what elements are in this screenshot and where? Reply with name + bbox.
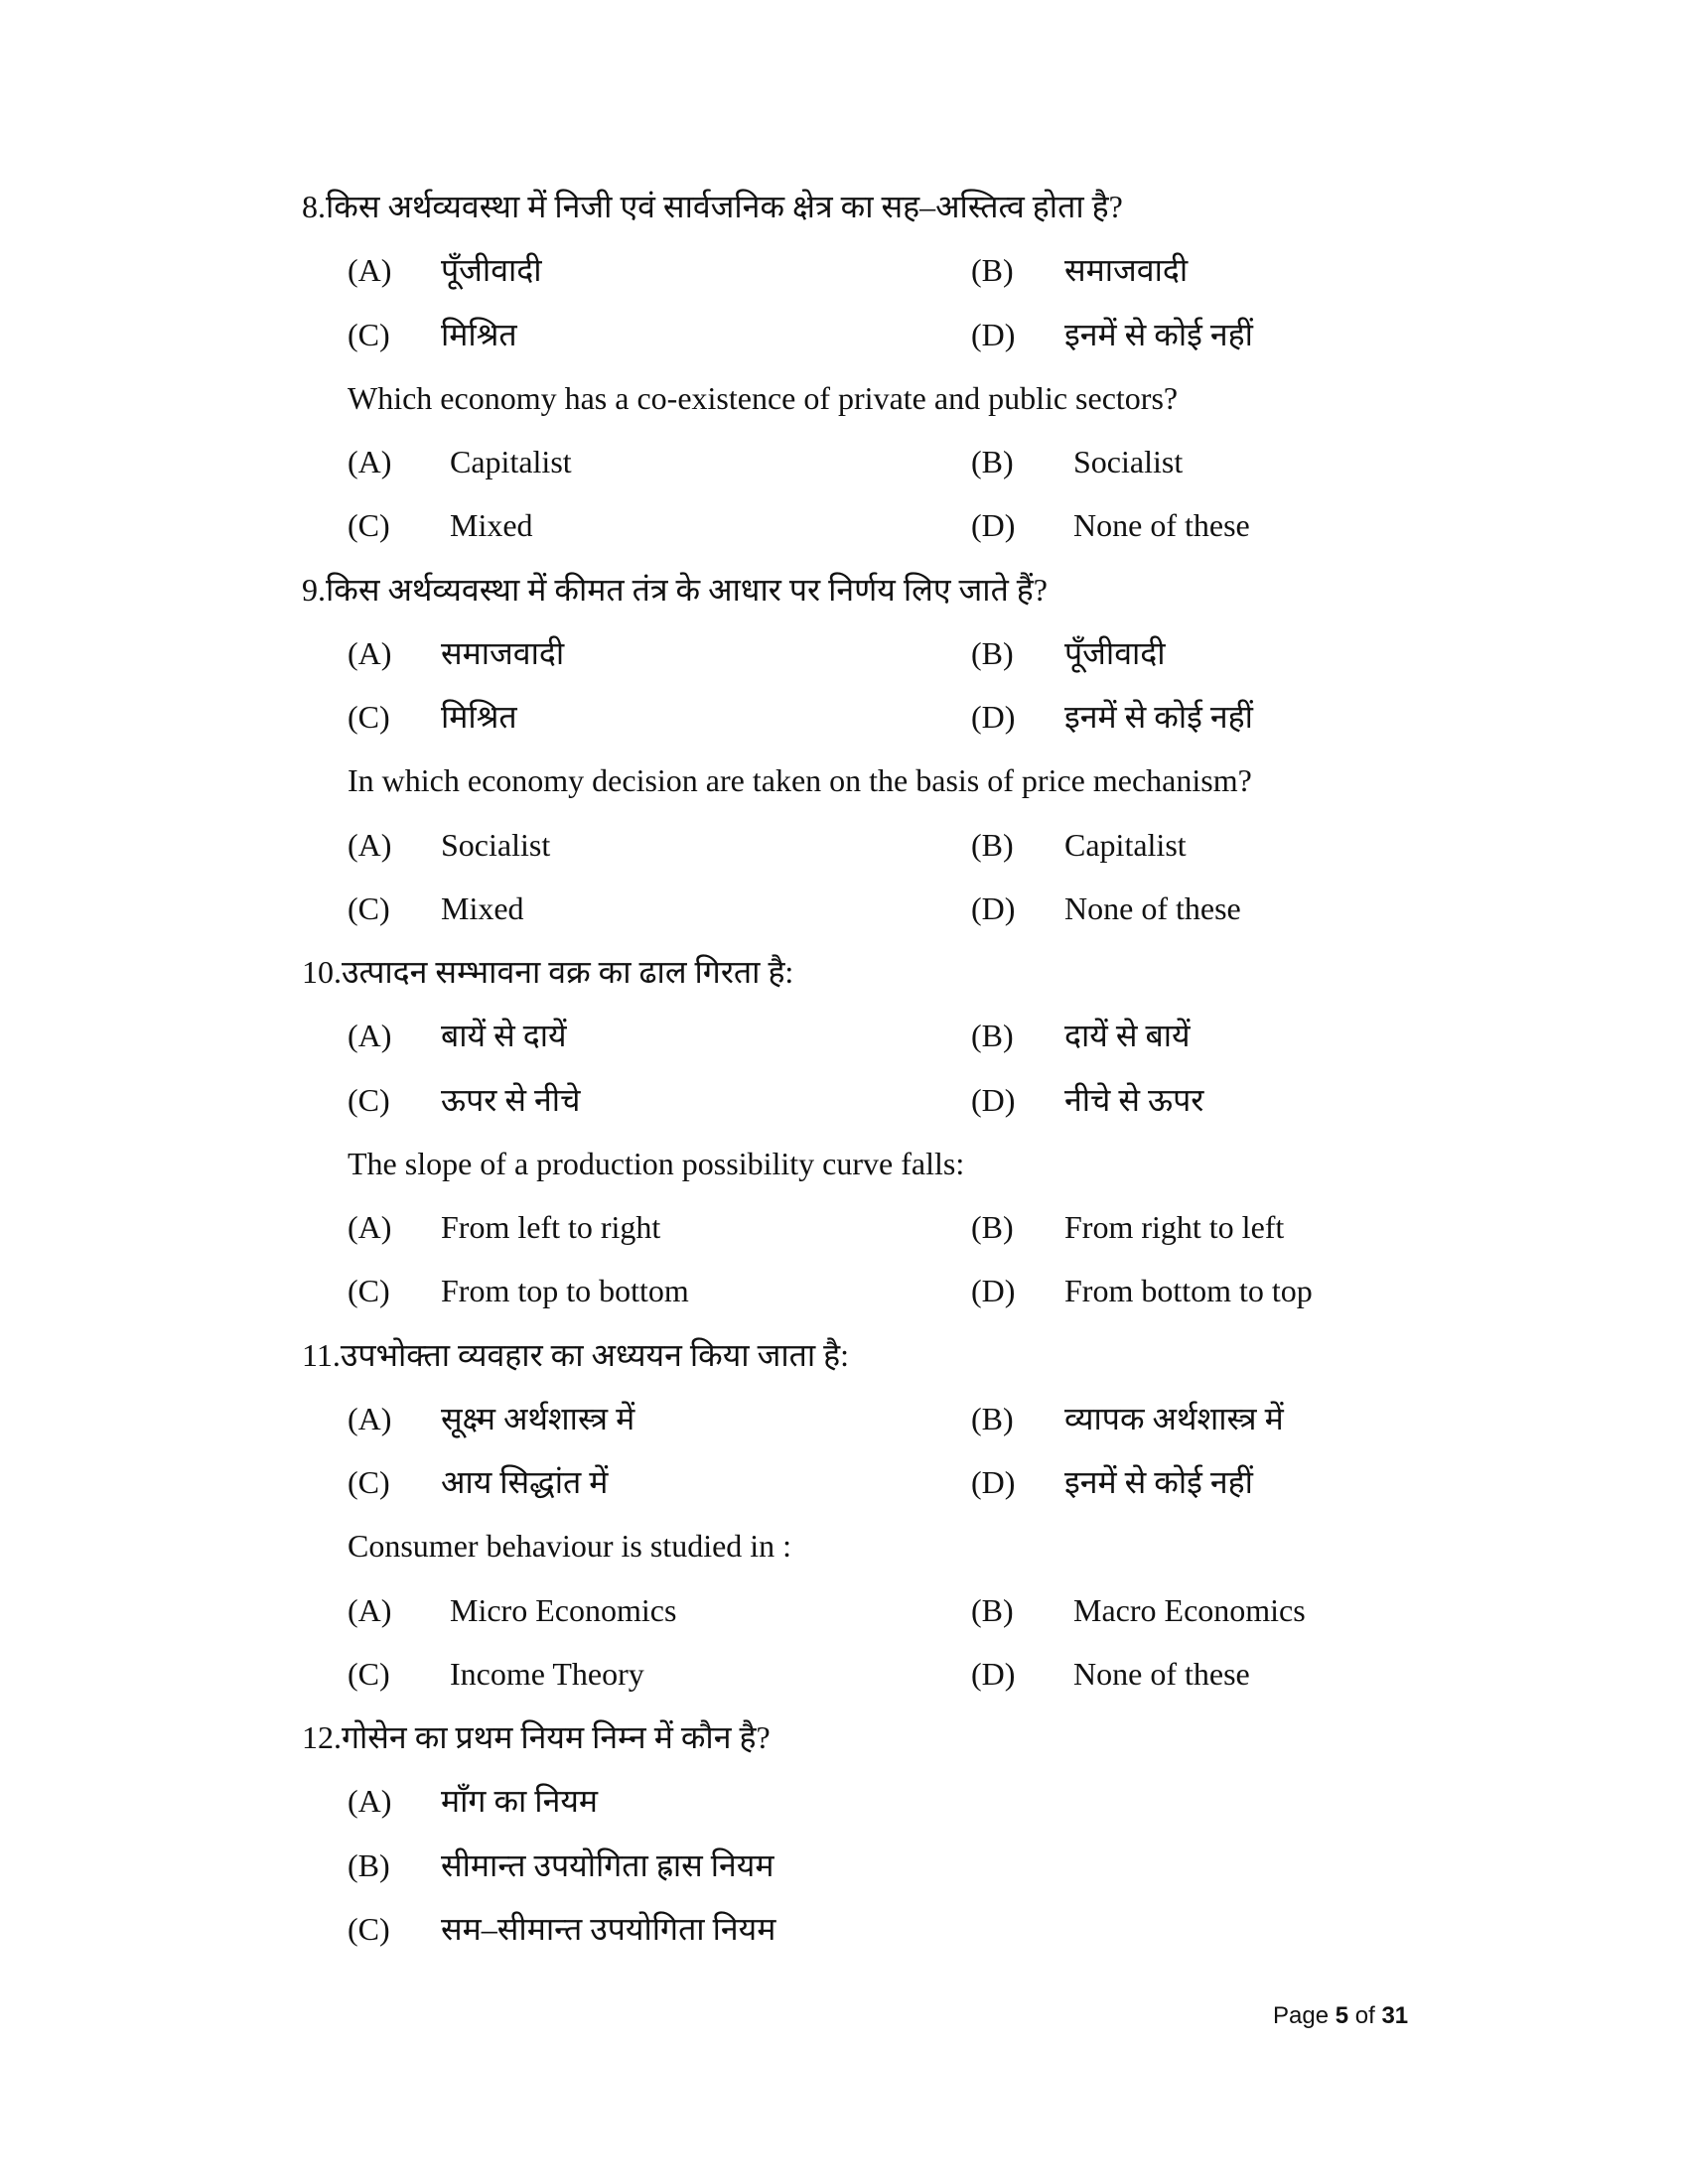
option <box>971 877 1241 940</box>
options-row <box>302 813 1444 877</box>
option-label: (B) <box>971 826 1014 863</box>
options-row <box>302 238 1444 302</box>
options-row <box>302 877 1444 940</box>
option-label: (B) <box>971 252 1014 289</box>
option <box>348 430 572 493</box>
question-english: Which economy has a co-existence of private and public sectors? <box>348 379 1179 416</box>
option <box>348 1769 598 1833</box>
option <box>971 1068 1203 1132</box>
option-text: सम–सीमान्त उपयोगिता नियम <box>441 1910 776 1947</box>
option-text: Capitalist <box>1064 826 1187 863</box>
option <box>348 1387 634 1450</box>
option-label: (B) <box>971 1400 1014 1436</box>
option-label: (C) <box>348 699 390 735</box>
option <box>348 1195 660 1259</box>
option <box>971 1450 1253 1514</box>
options-row <box>302 685 1444 749</box>
option-label: (A) <box>348 634 392 671</box>
option-text: None of these <box>1073 507 1250 544</box>
question-english: Consumer behaviour is studied in : <box>348 1528 792 1565</box>
option-label: (A) <box>348 252 392 289</box>
option <box>971 430 1183 493</box>
option <box>348 1834 774 1897</box>
option-label: (B) <box>971 1018 1014 1054</box>
option-label: (C) <box>348 1081 390 1118</box>
option-label: (B) <box>971 1591 1014 1628</box>
question-text-hindi: किस अर्थव्यवस्था में निजी एवं सार्वजनिक क्षेत्र का सह–अस्तित्व होता है? <box>326 189 1123 224</box>
option-label: (D) <box>971 1273 1016 1309</box>
option <box>348 813 550 877</box>
option <box>348 877 524 940</box>
option-label: (C) <box>348 1464 390 1500</box>
option <box>971 685 1253 749</box>
option-text: पूँजीवादी <box>441 252 542 289</box>
option-text: Socialist <box>441 826 551 863</box>
option <box>348 238 542 302</box>
option-text: व्यापक अर्थशास्त्र में <box>1064 1400 1284 1436</box>
option <box>971 1259 1313 1322</box>
options-row <box>302 1834 1444 1897</box>
option-label: (D) <box>971 1464 1016 1500</box>
option-text: Mixed <box>441 889 524 926</box>
options-row <box>302 1068 1444 1132</box>
options-row <box>302 493 1444 557</box>
option <box>971 1387 1284 1450</box>
option <box>971 303 1253 366</box>
option-text: पूँजीवादी <box>1064 634 1166 671</box>
option-text: समाजवादी <box>1064 252 1189 289</box>
option-text: Mixed <box>450 507 533 544</box>
option <box>348 1578 676 1642</box>
option-text: मिश्रित <box>441 699 517 735</box>
option-label: (A) <box>348 826 392 863</box>
options-row <box>302 1578 1444 1642</box>
options-row <box>302 1642 1444 1706</box>
options-row <box>302 1769 1444 1833</box>
option-text: आय सिद्धांत में <box>441 1464 609 1500</box>
option <box>971 813 1187 877</box>
question-text-hindi: उत्पादन सम्भावना वक्र का ढाल गिरता है: <box>342 954 794 990</box>
option-label: (C) <box>348 1655 390 1692</box>
option-label: (C) <box>348 1910 390 1947</box>
option-text: Income Theory <box>450 1655 644 1692</box>
option-label: (B) <box>971 444 1014 479</box>
option <box>348 1068 580 1132</box>
option-label: (A) <box>348 444 392 479</box>
option <box>348 1642 644 1706</box>
question-number: 12. <box>302 1719 342 1755</box>
question-hindi <box>302 940 1444 1004</box>
options-row <box>302 1450 1444 1514</box>
question-number: 11. <box>302 1336 341 1373</box>
option-text: समाजवादी <box>441 634 565 671</box>
option-text: Socialist <box>1073 444 1184 479</box>
option-label: (D) <box>971 889 1016 926</box>
option-text: इनमें से कोई नहीं <box>1064 1464 1253 1500</box>
question-english: In which economy decision are taken on the basis of price mechanism? <box>348 762 1252 799</box>
option <box>348 685 517 749</box>
question-number: 9. <box>302 571 326 608</box>
option <box>348 493 533 557</box>
option-text: सीमान्त उपयोगिता ह्रास नियम <box>441 1846 774 1883</box>
option-label: (B) <box>971 1209 1014 1245</box>
option-text: Capitalist <box>450 444 572 479</box>
option-text: ऊपर से नीचे <box>441 1081 581 1118</box>
question-text-hindi: गोसेन का प्रथम नियम निम्न में कौन है? <box>342 1719 771 1755</box>
option-label: (B) <box>348 1846 390 1883</box>
option-text: मिश्रित <box>441 316 517 352</box>
options-row <box>302 1259 1444 1322</box>
options-row <box>302 303 1444 366</box>
page-prefix: Page <box>1273 2002 1336 2029</box>
option-label: (A) <box>348 1400 392 1436</box>
option <box>348 1004 567 1067</box>
option-label: (D) <box>971 316 1016 352</box>
option-text: From top to bottom <box>441 1273 689 1309</box>
question-hindi <box>302 175 1444 238</box>
option <box>971 621 1166 685</box>
question-text-hindi: किस अर्थव्यवस्था में कीमत तंत्र के आधार पर निर्णय लिए जाते हैं? <box>326 571 1049 608</box>
option-label: (D) <box>971 699 1016 735</box>
question-english: The slope of a production possibility curve falls: <box>348 1145 965 1181</box>
option-text: नीचे से ऊपर <box>1064 1081 1204 1118</box>
option-text: None of these <box>1073 1655 1250 1692</box>
options-row <box>302 1195 1444 1259</box>
option-text: इनमें से कोई नहीं <box>1064 316 1253 352</box>
option <box>348 621 564 685</box>
option <box>971 1195 1284 1259</box>
options-row <box>302 1004 1444 1067</box>
option-label: (D) <box>971 507 1016 544</box>
option <box>971 1578 1306 1642</box>
option-text: From left to right <box>441 1209 661 1245</box>
option-label: (B) <box>971 634 1014 671</box>
option-text: दायें से बायें <box>1064 1018 1191 1054</box>
option-text: इनमें से कोई नहीं <box>1064 699 1253 735</box>
option-text: None of these <box>1064 889 1241 926</box>
question-list <box>302 175 1444 1961</box>
option <box>971 1642 1250 1706</box>
options-row <box>302 1387 1444 1450</box>
option-text: From bottom to top <box>1064 1273 1313 1309</box>
option <box>971 493 1250 557</box>
option-label: (D) <box>971 1081 1016 1118</box>
option-text: सूक्ष्म अर्थशास्त्र में <box>441 1400 635 1436</box>
option <box>971 238 1188 302</box>
option-text: Micro Economics <box>450 1591 677 1628</box>
option-label: (C) <box>348 1273 390 1309</box>
option <box>971 1004 1191 1067</box>
question-number: 10. <box>302 954 342 990</box>
option-label: (A) <box>348 1209 392 1245</box>
option-label: (A) <box>348 1018 392 1054</box>
question-hindi <box>302 1323 1444 1387</box>
total-pages: 31 <box>1381 2002 1409 2029</box>
option-label: (C) <box>348 507 390 544</box>
question-text-hindi: उपभोक्ता व्यवहार का अध्ययन किया जाता है: <box>340 1336 850 1373</box>
option-label: (C) <box>348 889 390 926</box>
option-label: (D) <box>971 1655 1016 1692</box>
options-row <box>302 1897 1444 1961</box>
option <box>348 1897 775 1961</box>
option <box>348 1450 608 1514</box>
option <box>348 1259 689 1322</box>
option-text: माँग का नियम <box>441 1783 599 1820</box>
options-row <box>302 430 1444 493</box>
option-text: From right to left <box>1064 1209 1285 1245</box>
option-text: Macro Economics <box>1073 1591 1306 1628</box>
question-hindi <box>302 558 1444 621</box>
current-page: 5 <box>1335 2002 1349 2029</box>
option-label: (A) <box>348 1591 392 1628</box>
option <box>348 303 517 366</box>
option-label: (A) <box>348 1783 392 1820</box>
option-label: (C) <box>348 316 390 352</box>
option-text: बायें से दायें <box>441 1018 567 1054</box>
page-number <box>1273 2002 1408 2030</box>
question-hindi <box>302 1706 1444 1769</box>
options-row <box>302 621 1444 685</box>
question-number: 8. <box>302 189 326 224</box>
page-of: of <box>1348 2002 1382 2029</box>
